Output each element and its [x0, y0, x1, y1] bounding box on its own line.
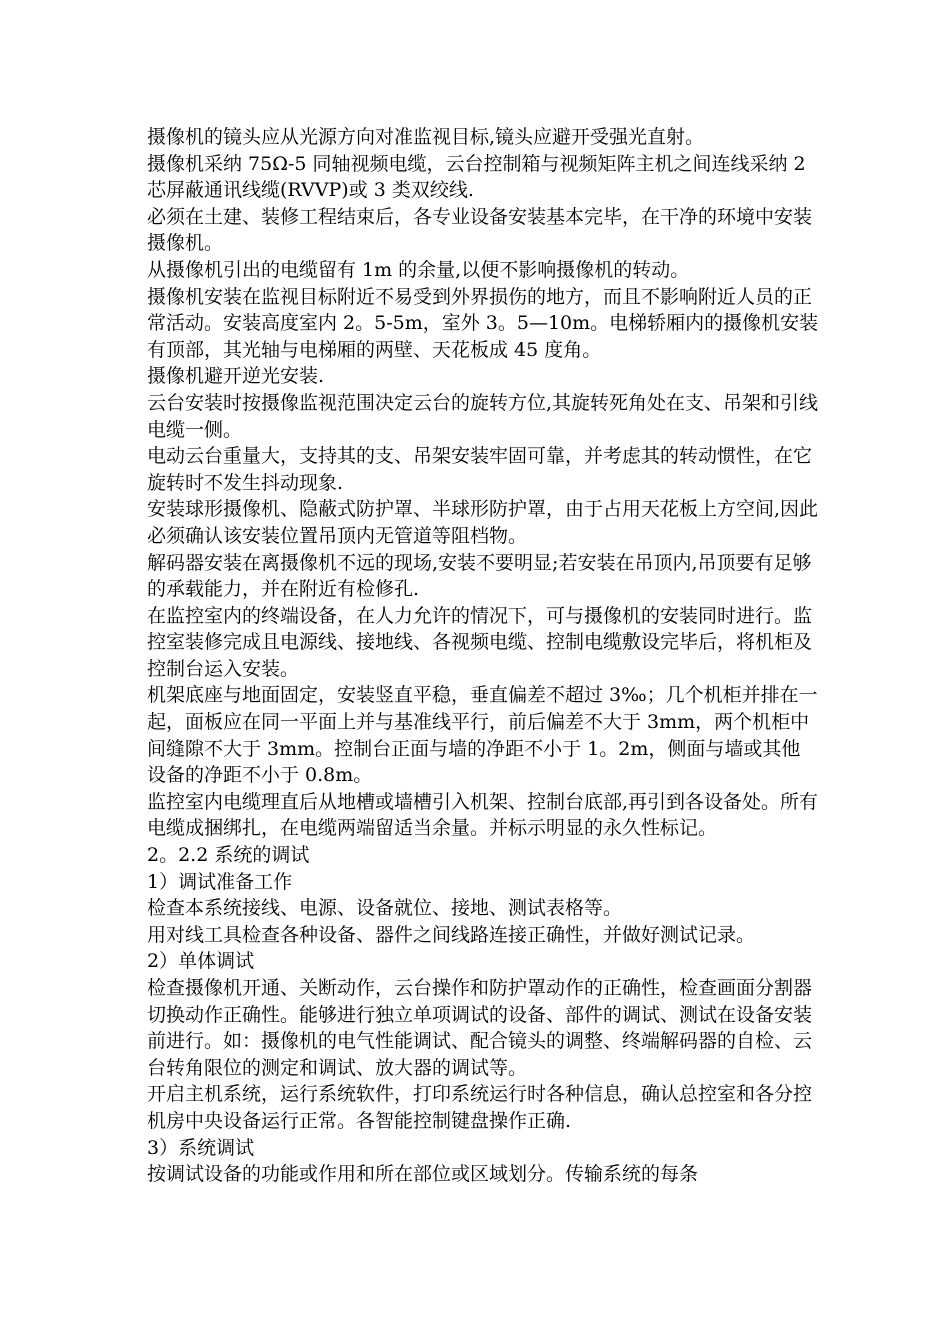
document-body: [147, 124, 819, 1188]
subsection-heading: 2）单体调试: [147, 950, 255, 973]
paragraph: 检查本系统接线、电源、设备就位、接地、测试表格等。: [147, 897, 623, 920]
paragraph: 开启主机系统，运行系统软件，打印系统运行时各种信息，确认总控室和各分控机房中央设备运行正常。各智能控制键盘操作正确.: [147, 1083, 813, 1132]
paragraph: 按调试设备的功能或作用和所在部位或区域划分。传输系统的每条: [147, 1163, 699, 1186]
paragraph: 云台安装时按摄像监视范围决定云台的旋转方位,其旋转死角处在支、吊架和引线电缆一侧。: [147, 391, 819, 441]
paragraph: 摄像机采纳 75Ω-5 同轴视频电缆，云台控制箱与视频矩阵主机之间连线采纳 2 芯屏蔽通讯线缆(RVVP)或 3 类双绞线.: [147, 152, 812, 202]
subsection-heading: 1）调试准备工作: [147, 870, 293, 893]
paragraph: 在监控室内的终端设备，在人力允许的情况下，可与摄像机的安装同时进行。监控室装修完成且电源线、接地线、各视频电缆、控制电缆敷设完毕后，将机柜及控制台运入安装。: [147, 604, 813, 680]
paragraph: 安装球形摄像机、隐蔽式防护罩、半球形防护罩，由于占用天花板上方空间,因此必须确认该安装位置吊顶内无管道等阻档物。: [147, 498, 819, 547]
paragraph: 机架底座与地面固定，安装竖直平稳，垂直偏差不超过 3‰；几个机柜并排在一起，面板应在同一平面上并与基准线平行，前后偏差不大于 3mm，两个机柜中间缝隙不大于 3mm。控制台正面与墙的净距不小于 1。2m，侧面与墙或其他设备的净距不小于 0.8m。: [147, 684, 818, 787]
paragraph: 必须在土建、装修工程结束后，各专业设备安装基本完毕，在干净的环境中安装摄像机。: [147, 205, 813, 255]
paragraph: 解码器安装在离摄像机不远的现场,安装不要明显;若安装在吊顶内,吊顶要有足够的承载能力，并在附近有检修孔.: [147, 551, 812, 601]
section-heading: 2。2.2 系统的调试: [147, 844, 310, 867]
subsection-heading: 3）系统调试: [147, 1136, 255, 1159]
paragraph: 摄像机安装在监视目标附近不易受到外界损伤的地方，而且不影响附近人员的正常活动。安装高度室内 2。5-5m，室外 3。5—10m。电梯轿厢内的摄像机安装有顶部，其光轴与电梯厢的两壁、天花板成 45 度角。: [147, 285, 819, 361]
paragraph: 摄像机的镜头应从光源方向对准监视目标,镜头应避开受强光直射。: [147, 126, 705, 148]
paragraph: 从摄像机引出的电缆留有 1m 的余量,以便不影响摄像机的转动。: [147, 258, 690, 281]
paragraph: 检查摄像机开通、关断动作，云台操作和防护罩动作的正确性，检查画面分割器切换动作正确性。能够进行独立单项调试的设备、部件的调试、测试在设备安装前进行。如：摄像机的电气性能调试、配合镜头的调整、终端解码器的自检、云台转角限位的测定和调试、放大器的调试等。: [147, 977, 813, 1079]
paragraph: 用对线工具检查各种设备、器件之间线路连接正确性，并做好测试记录。: [147, 923, 756, 946]
paragraph: 电动云台重量大，支持其的支、吊架安装牢固可靠，并考虑其的转动惯性，在它旋转时不发生抖动现象.: [147, 445, 813, 494]
paragraph: 监控室内电缆理直后从地槽或墙槽引入机架、控制台底部,再引到各设备处。所有电缆成捆绑扎，在电缆两端留适当余量。并标示明显的永久性标记。: [147, 790, 819, 840]
paragraph: 摄像机避开逆光安装.: [147, 365, 325, 388]
